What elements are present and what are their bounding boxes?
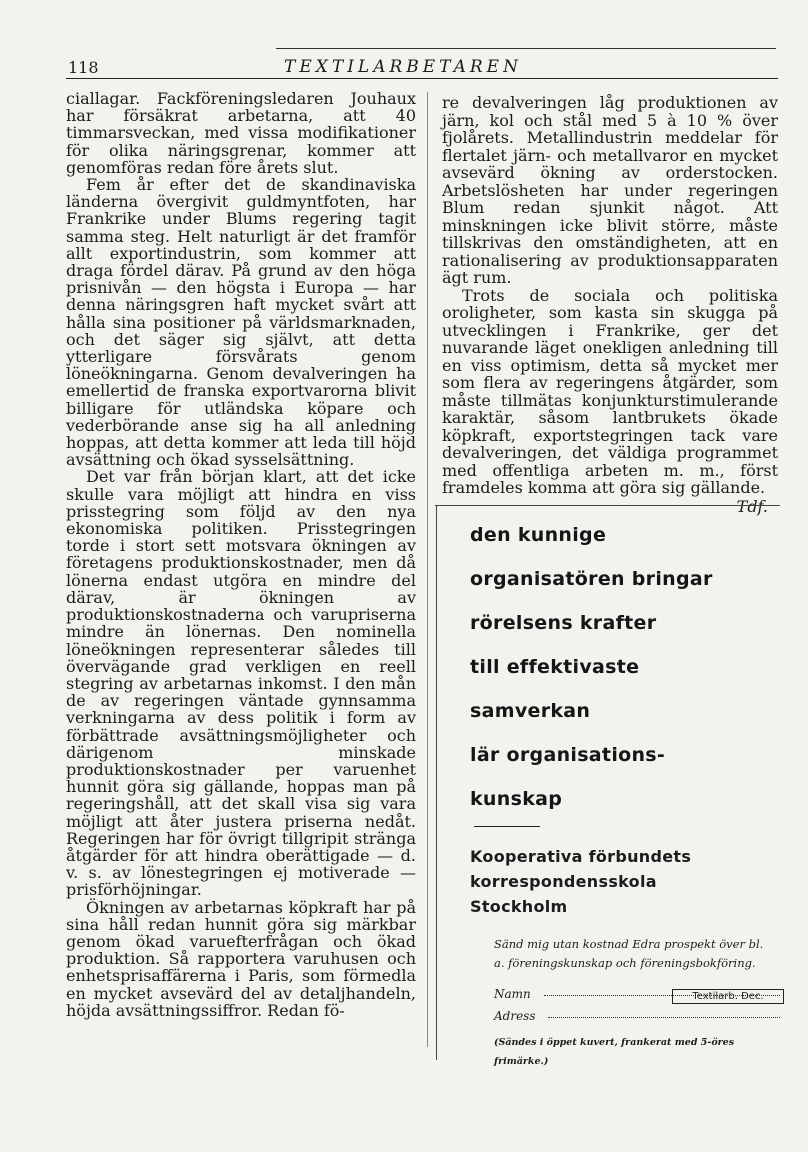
ad-slogan-line: den kunnige bbox=[470, 524, 607, 546]
header-rule-top bbox=[276, 48, 776, 49]
coupon-name-label: Namn bbox=[494, 987, 531, 1001]
running-header bbox=[66, 48, 778, 80]
ad-slogan-line: kunskap bbox=[470, 788, 563, 810]
ad-slogan-line: organisatören bringar bbox=[470, 568, 713, 590]
coupon-address-line[interactable] bbox=[548, 1017, 780, 1018]
column-divider bbox=[427, 92, 428, 1047]
advertisement-left-border bbox=[436, 505, 437, 1060]
ad-separator bbox=[474, 826, 540, 827]
paragraph: re devalveringen låg produktionen av järn, kol och stål med 5 à 10 % över fjolårets. Metallindustrin meddelar för flertalet järn- och metallvaror en mycket avsevärd ökning av orderstocken. Arbetslösheten har under regeringen Blum redan sjunkit något. Att minskningen icke blivit större, måste tillskrivas den omständigheten, att en rationalisering av produktionsapparaten ägt rum. bbox=[442, 93, 778, 287]
coupon-footnote: (Sändes i öppet kuvert, frankerat med 5-öres frimärke.) bbox=[494, 1037, 735, 1067]
paragraph: ciallagar. Fackföreningsledaren Jouhaux har försäkrat arbetarna, att 40 timmarsveckan, med vissa modifikationer för olika näringsgrenar, kommer att genomföras redan före årets slut. bbox=[66, 89, 416, 177]
page-number: 118 bbox=[68, 58, 99, 77]
ad-slogan-line: lär organisations- bbox=[470, 744, 666, 766]
paragraph: Trots de sociala och politiska oroligheter, som kasta sin skugga på utvecklingen i Frankrike, ger det nuvarande läget onekligen anledning till en viss optimism, detta så mycket mer som flera av regeringens åtgärder, som måste tillmätas konjunkturstimulerande karaktär, såsom lantbrukets ökade köpkraft, exportstegringen tack vare devalveringen, det väldiga programmet med offentliga arbeten m. m., först framdeles komma att göra sig gällande. bbox=[442, 285, 778, 497]
ad-slogan-line: rörelsens krafter bbox=[470, 612, 657, 634]
ad-organization-city: Stockholm bbox=[470, 897, 568, 916]
ad-slogan-line: samverkan bbox=[470, 700, 591, 722]
coupon-stamp: Textilarb. Dec. bbox=[672, 989, 784, 1004]
running-title: TEXTILARBETAREN bbox=[284, 57, 522, 77]
header-rule-bottom bbox=[66, 78, 778, 79]
paragraph: Fem år efter det de skandinaviska länderna övergivit guldmyntfoten, har Frankrike under Blums regering tagit samma steg. Helt naturligt är det framför allt exportindustrin, som kommer att draga fördel därav. På grund av den höga prisnivån — den högsta i Europa — har denna näringsgren haft mycket svårt att hålla sina positioner på världsmarknaden, och det säger sig självt, att detta ytterligare försvårats genom löneökningarna. Genom devalveringen ha emellertid de franska exportvarorna blivit billigare för utländska köpare och vederbörande anse sig ha all anledning hoppas, att detta kommer att leda till höjd avsättning och ökad sysselsättning. bbox=[66, 175, 416, 470]
coupon-address-label: Adress bbox=[494, 1009, 536, 1023]
right-column bbox=[442, 94, 778, 515]
ad-coupon bbox=[494, 935, 764, 1071]
author-signature: Tdf. bbox=[736, 496, 768, 516]
advertisement-top-rule bbox=[435, 505, 780, 506]
coupon-address-row bbox=[494, 1007, 764, 1029]
coupon-name-row bbox=[494, 985, 764, 1007]
paragraph: Det var från början klart, att det icke skulle vara möjligt att hindra en viss prisstegring som följd av den nya ekonomiska politiken. Prisstegringen torde i stort sett motsvara ökningen av företagens produktionskostnader, men då lönerna endast utgöra en mindre del därav, är ökningen av produktionskostnaderna och varupriserna mindre än lönernas. Den nominella löneökningen representerar således till övervägande grad verkligen en reell stegring av arbetarnas inkomst. I den mån de av regeringen väntade gynnsamma verkningarna av dess politik i form av förbättrade avsättningsmöjligheter och därigenom minskade produktionskostnader per varuenhet hunnit göra sig gällande, hoppas man på regeringshåll, att det skall visa sig vara möjligt att åter justera priserna nedåt. Regeringen har för övrigt tillgripit stränga åtgärder för att hindra oberättigade — d. v. s. av lönestegringen ej motiverade — prisförhöjningar. bbox=[66, 467, 416, 900]
left-column bbox=[66, 90, 416, 1019]
advertisement bbox=[470, 524, 770, 1071]
ad-organization-name: Kooperativa förbundets bbox=[470, 847, 692, 866]
paragraph: Ökningen av arbetarnas köpkraft har på sina håll redan hunnit göra sig märkbar genom ökad varuefterfrågan och ökad produktion. Så rapportera varuhusen och enhetsprisaffärerna i Paris, som förmedla en mycket avsevärd del av detaljhandeln, höjda avsättningssiffror. Redan fö- bbox=[66, 897, 416, 1020]
ad-organization-name: korrespondensskola bbox=[470, 872, 657, 891]
ad-request-text: Sänd mig utan kostnad Edra prospekt över bl. a. föreningskunskap och föreningsbokföring. bbox=[494, 937, 764, 970]
ad-slogan-line: till effektivaste bbox=[470, 656, 640, 678]
